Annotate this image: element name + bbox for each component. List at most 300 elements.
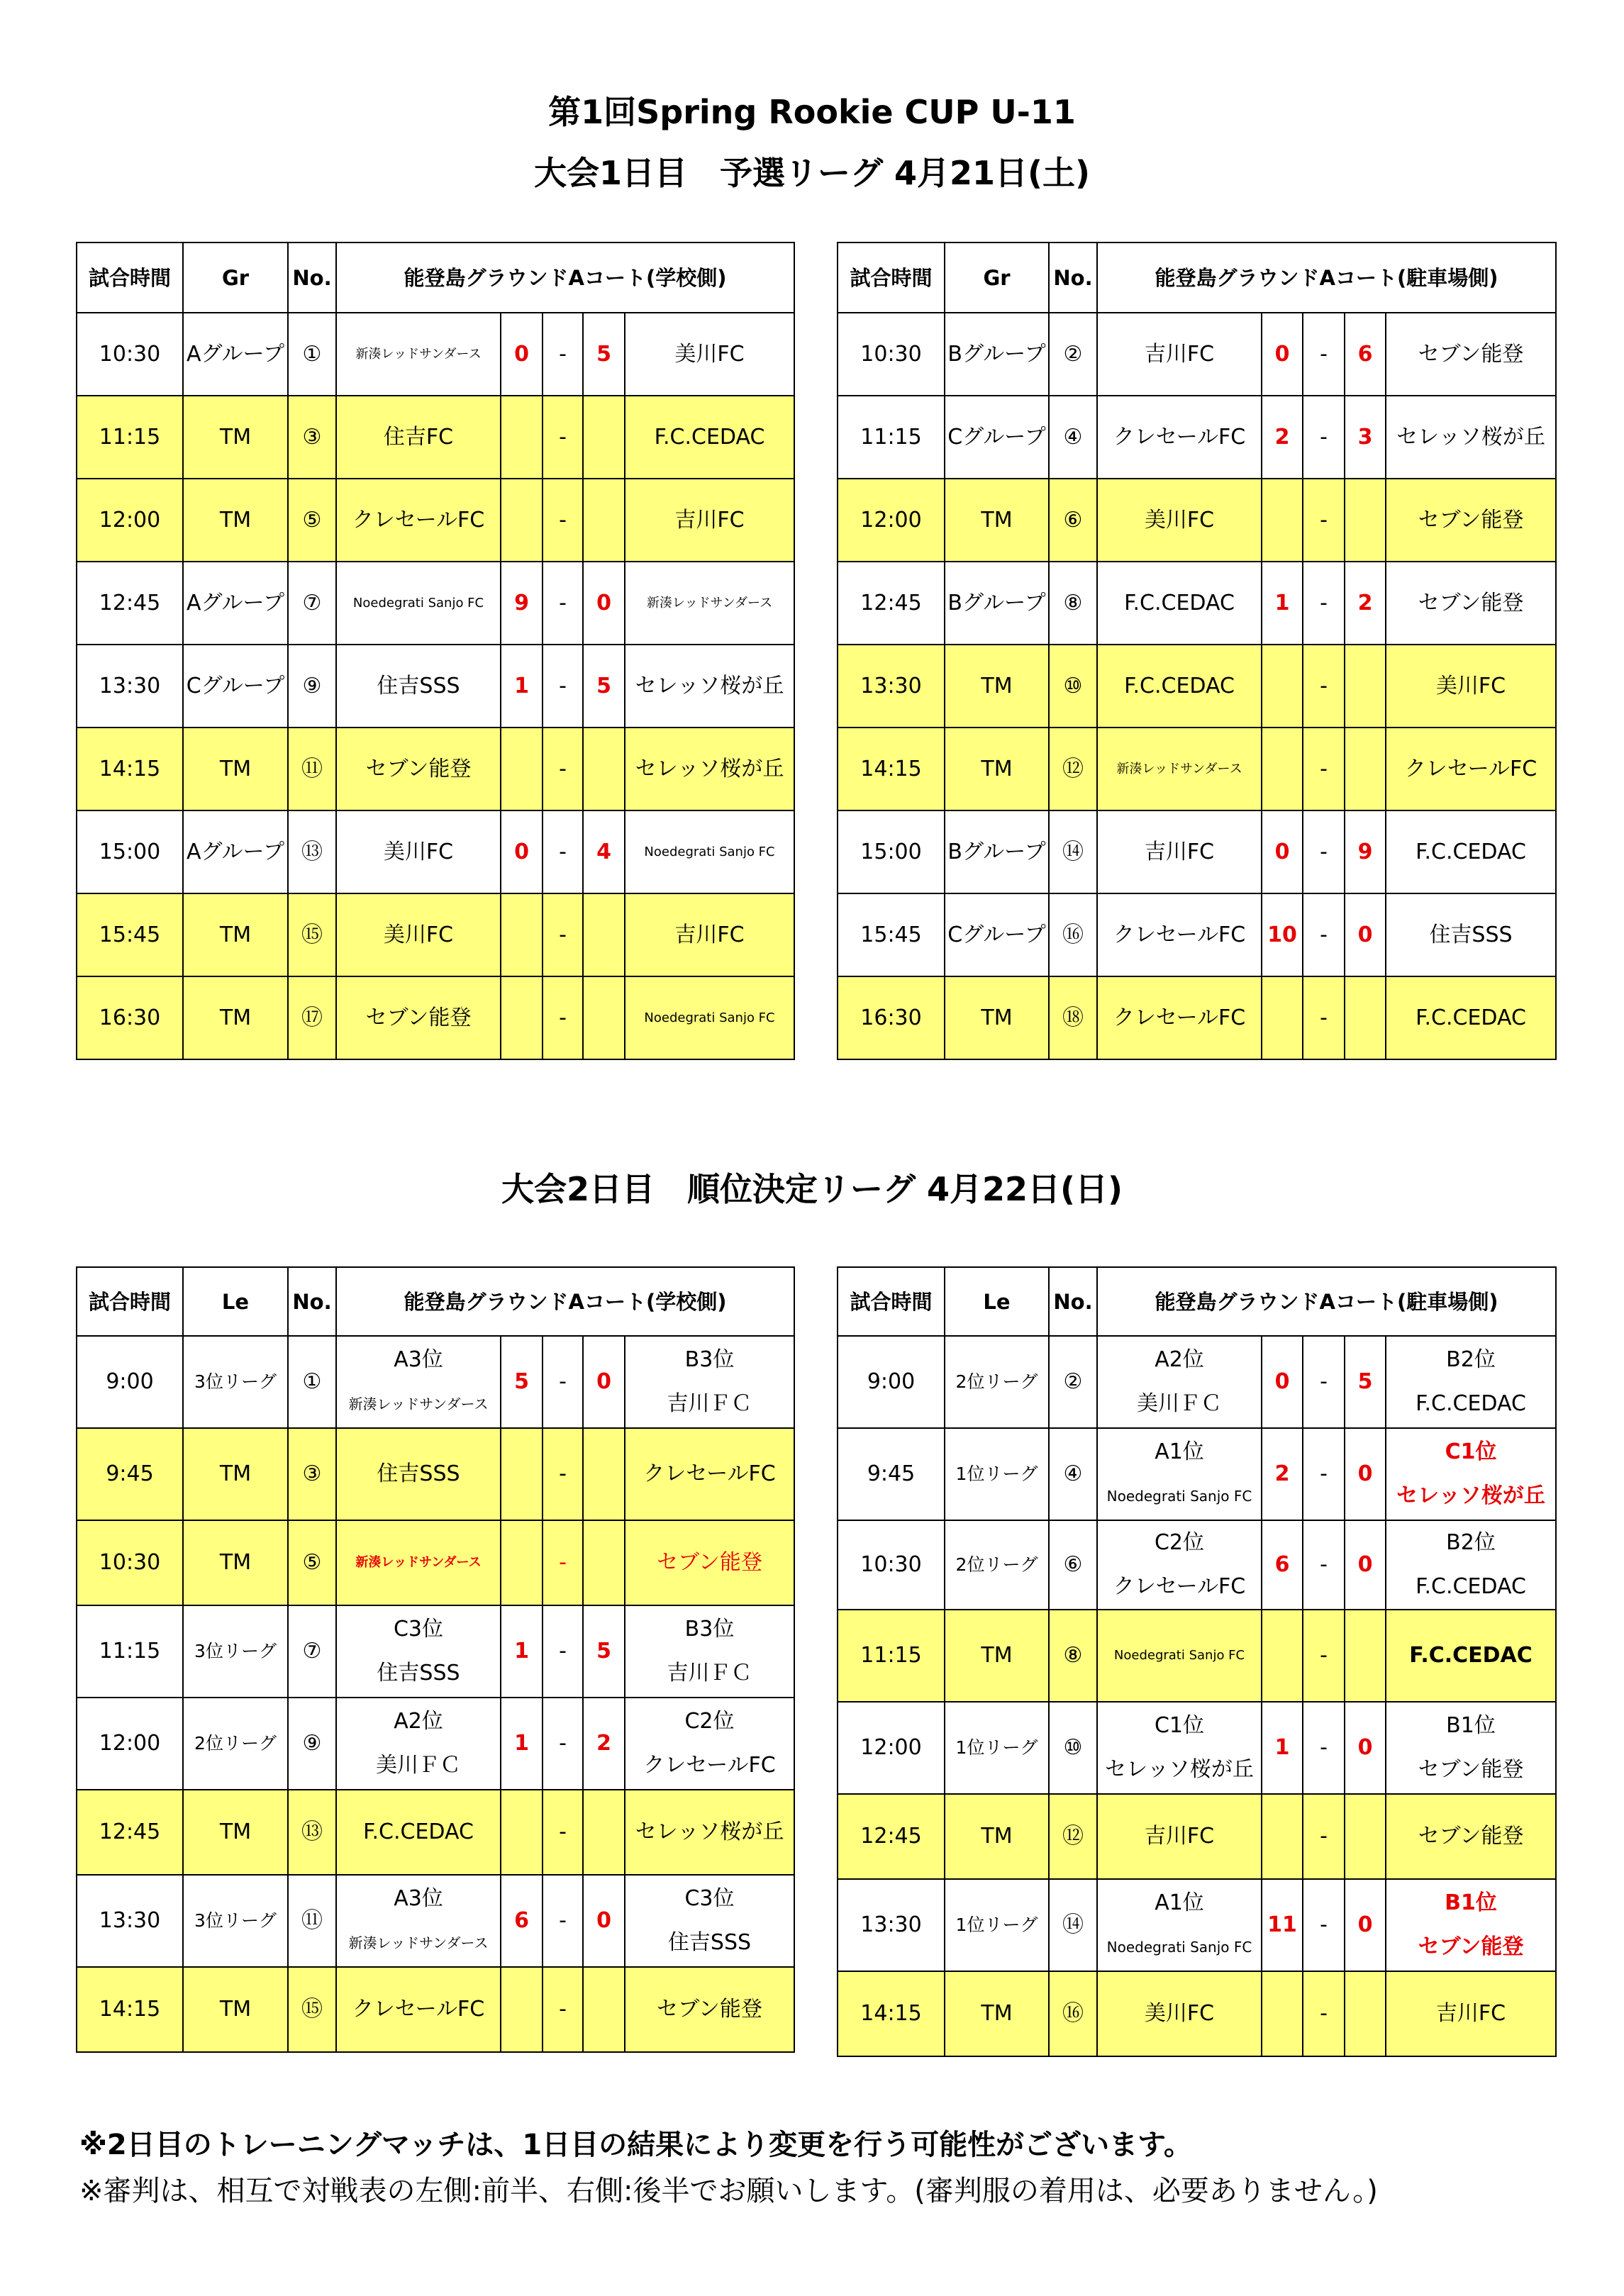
score-dash: - xyxy=(543,396,583,479)
home-team-name: 新湊レッドサンダース xyxy=(348,1934,489,1951)
away-score: 0 xyxy=(583,1875,625,1967)
score-dash: - xyxy=(1303,976,1345,1059)
away-team xyxy=(625,1875,794,1967)
away-team: 新湊レッドサンダース xyxy=(625,562,794,645)
match-number: ② xyxy=(1049,1336,1097,1428)
away-placement: B3位 xyxy=(684,1617,735,1642)
match-number: ⑨ xyxy=(288,1698,336,1790)
home-score xyxy=(1262,1610,1303,1702)
score-dash: - xyxy=(543,313,583,396)
home-team xyxy=(1097,1879,1262,1971)
day1-left-body xyxy=(77,243,794,1059)
day2-right-body xyxy=(838,1267,1556,2056)
away-score: 2 xyxy=(1345,562,1386,645)
match-time: 10:30 xyxy=(77,313,183,396)
home-team-name: クレセールFC xyxy=(1113,1574,1246,1599)
home-team: クレセールFC xyxy=(1097,976,1262,1059)
away-score xyxy=(583,976,625,1059)
score-dash: - xyxy=(543,1605,583,1698)
home-score: 2 xyxy=(1262,396,1303,479)
match-time: 9:45 xyxy=(77,1428,183,1520)
match-row xyxy=(838,313,1556,396)
home-placement: A3位 xyxy=(394,1347,443,1372)
home-score xyxy=(501,479,543,562)
home-score: 0 xyxy=(1262,1336,1303,1428)
match-group: TM xyxy=(183,893,288,976)
match-time: 9:45 xyxy=(838,1428,945,1520)
away-team: F.C.CEDAC xyxy=(1386,976,1556,1059)
match-number: ⑥ xyxy=(1049,479,1097,562)
home-team xyxy=(336,1336,501,1428)
match-number: ⑦ xyxy=(288,1605,336,1698)
match-row xyxy=(77,1967,794,2052)
away-team-name: セレッソ桜が丘 xyxy=(1396,1483,1545,1508)
away-score xyxy=(1345,1971,1386,2056)
match-number: ⑧ xyxy=(1049,1610,1097,1702)
match-time: 11:15 xyxy=(77,396,183,479)
away-score xyxy=(1345,1794,1386,1879)
home-team: クレセールFC xyxy=(1097,396,1262,479)
home-score: 0 xyxy=(1262,810,1303,893)
match-row xyxy=(77,645,794,728)
home-score: 1 xyxy=(501,1698,543,1790)
home-team xyxy=(336,1698,501,1790)
away-score xyxy=(1345,645,1386,728)
away-team-name: 吉川ＦＣ xyxy=(667,1661,752,1685)
home-team: F.C.CEDAC xyxy=(336,1790,501,1875)
match-row xyxy=(838,1794,1556,1879)
match-time: 12:45 xyxy=(838,1794,945,1879)
score-dash: - xyxy=(1303,1879,1345,1971)
home-placement: A2位 xyxy=(1155,1347,1204,1372)
home-score: 6 xyxy=(1262,1520,1303,1610)
home-score: 6 xyxy=(501,1875,543,1967)
match-group: TM xyxy=(945,479,1049,562)
table-header-row xyxy=(838,1267,1556,1336)
away-team: クレセールFC xyxy=(625,1428,794,1520)
away-score xyxy=(583,728,625,810)
match-number: ③ xyxy=(288,396,336,479)
away-score xyxy=(1345,479,1386,562)
match-league: 1位リーグ xyxy=(945,1702,1049,1794)
score-dash: - xyxy=(1303,893,1345,976)
match-number: ⑪ xyxy=(288,728,336,810)
home-team: Noedegrati Sanjo FC xyxy=(336,562,501,645)
away-score xyxy=(583,893,625,976)
match-league: 2位リーグ xyxy=(945,1520,1049,1610)
away-score xyxy=(1345,976,1386,1059)
match-group: TM xyxy=(183,728,288,810)
home-team: 住吉FC xyxy=(336,396,501,479)
home-score xyxy=(501,976,543,1059)
home-team-name: セレッソ桜が丘 xyxy=(1105,1757,1254,1782)
home-team xyxy=(336,1875,501,1967)
match-number: ⑦ xyxy=(288,562,336,645)
away-team: セブン能登 xyxy=(625,1967,794,2052)
match-time: 16:30 xyxy=(77,976,183,1059)
home-team: セブン能登 xyxy=(336,976,501,1059)
score-dash: - xyxy=(543,562,583,645)
match-number: ① xyxy=(288,313,336,396)
match-league: TM xyxy=(183,1520,288,1605)
day1-title: 大会1日目 予選リーグ 4月21日(土) xyxy=(533,154,1091,192)
match-number: ⑤ xyxy=(288,1520,336,1605)
away-score: 0 xyxy=(583,1336,625,1428)
score-dash: - xyxy=(1303,1794,1345,1879)
away-score: 9 xyxy=(1345,810,1386,893)
match-league: TM xyxy=(945,1794,1049,1879)
away-team: 吉川FC xyxy=(1386,1971,1556,2056)
match-group: Cグループ xyxy=(183,645,288,728)
match-row xyxy=(838,893,1556,976)
match-row xyxy=(77,728,794,810)
score-dash: - xyxy=(543,645,583,728)
score-dash: - xyxy=(543,1428,583,1520)
score-dash: - xyxy=(1303,728,1345,810)
match-row xyxy=(838,1971,1556,2056)
match-time: 12:00 xyxy=(838,1702,945,1794)
header-time: 試合時間 xyxy=(77,1267,183,1336)
away-team-name: 住吉SSS xyxy=(667,1930,752,1955)
away-team: セブン能登 xyxy=(1386,313,1556,396)
away-team: F.C.CEDAC xyxy=(625,396,794,479)
match-row xyxy=(77,562,794,645)
home-score xyxy=(501,893,543,976)
away-score xyxy=(583,1790,625,1875)
match-row xyxy=(838,1336,1556,1428)
match-time: 12:45 xyxy=(77,562,183,645)
match-row xyxy=(838,810,1556,893)
match-row xyxy=(77,976,794,1059)
away-score xyxy=(583,1520,625,1605)
home-score: 0 xyxy=(1262,313,1303,396)
away-score: 0 xyxy=(1345,893,1386,976)
day2-title: 大会2日目 順位決定リーグ 4月22日(日) xyxy=(501,1170,1123,1208)
match-number: ⑥ xyxy=(1049,1520,1097,1610)
away-team-name: 吉川ＦＣ xyxy=(667,1391,752,1416)
home-score: 5 xyxy=(501,1336,543,1428)
away-team-name: F.C.CEDAC xyxy=(1416,1391,1526,1416)
home-placement: A2位 xyxy=(394,1709,443,1734)
home-team: 吉川FC xyxy=(1097,1794,1262,1879)
away-score: 2 xyxy=(583,1698,625,1790)
match-time: 9:00 xyxy=(77,1336,183,1428)
match-time: 13:30 xyxy=(77,645,183,728)
day1-right-body xyxy=(838,243,1556,1059)
match-time: 15:00 xyxy=(77,810,183,893)
match-group: Aグループ xyxy=(183,313,288,396)
home-team: 住吉SSS xyxy=(336,645,501,728)
away-score xyxy=(583,479,625,562)
match-row xyxy=(838,1610,1556,1702)
day2-left-body xyxy=(77,1267,794,2052)
header-time: 試合時間 xyxy=(838,243,945,313)
match-row xyxy=(77,1698,794,1790)
match-league: 3位リーグ xyxy=(183,1605,288,1698)
away-team-name: セブン能登 xyxy=(1418,1934,1524,1959)
match-time: 10:30 xyxy=(838,313,945,396)
away-team: 美川FC xyxy=(625,313,794,396)
home-team xyxy=(1097,1428,1262,1520)
away-score: 0 xyxy=(1345,1702,1386,1794)
match-row xyxy=(838,728,1556,810)
header-no: No. xyxy=(288,243,336,313)
home-score xyxy=(1262,1971,1303,2056)
match-number: ⑯ xyxy=(1049,893,1097,976)
match-group: Bグループ xyxy=(945,562,1049,645)
score-dash: - xyxy=(543,893,583,976)
day1-right-table xyxy=(837,242,1557,1060)
match-time: 12:00 xyxy=(77,479,183,562)
home-placement: A3位 xyxy=(394,1886,443,1911)
away-team: 美川FC xyxy=(1386,645,1556,728)
match-row xyxy=(77,1605,794,1698)
home-score: 1 xyxy=(1262,1702,1303,1794)
home-team xyxy=(1097,1702,1262,1794)
home-score xyxy=(1262,728,1303,810)
score-dash: - xyxy=(543,1875,583,1967)
away-team: クレセールFC xyxy=(1386,728,1556,810)
match-league: 2位リーグ xyxy=(183,1698,288,1790)
match-row xyxy=(838,479,1556,562)
match-row xyxy=(77,1875,794,1967)
score-dash: - xyxy=(1303,479,1345,562)
header-court: 能登島グラウンドAコート(学校側) xyxy=(336,1267,794,1336)
home-score xyxy=(501,1428,543,1520)
match-time: 14:15 xyxy=(838,728,945,810)
score-dash: - xyxy=(543,1790,583,1875)
away-score xyxy=(1345,1610,1386,1702)
match-row xyxy=(838,562,1556,645)
home-score: 0 xyxy=(501,810,543,893)
header-no: No. xyxy=(1049,243,1097,313)
away-team: 吉川FC xyxy=(625,479,794,562)
tournament-title: 第1回Spring Rookie CUP U-11 xyxy=(548,93,1076,131)
away-team: セブン能登 xyxy=(1386,1794,1556,1879)
match-time: 11:15 xyxy=(838,1610,945,1702)
match-time: 11:15 xyxy=(77,1605,183,1698)
home-score: 0 xyxy=(501,313,543,396)
match-league: TM xyxy=(183,1790,288,1875)
score-dash: - xyxy=(1303,396,1345,479)
match-league: TM xyxy=(183,1967,288,2052)
away-team: Noedegrati Sanjo FC xyxy=(625,976,794,1059)
match-league: TM xyxy=(945,1971,1049,2056)
match-group: TM xyxy=(945,645,1049,728)
away-score: 3 xyxy=(1345,396,1386,479)
match-number: ⑫ xyxy=(1049,1794,1097,1879)
home-score xyxy=(501,1520,543,1605)
match-number: ⑭ xyxy=(1049,1879,1097,1971)
table-header-row xyxy=(77,243,794,313)
match-row xyxy=(838,1520,1556,1610)
match-time: 10:30 xyxy=(838,1520,945,1610)
home-score: 1 xyxy=(501,1605,543,1698)
away-team: F.C.CEDAC xyxy=(1386,1610,1556,1702)
score-dash: - xyxy=(543,1967,583,2052)
home-team: セブン能登 xyxy=(336,728,501,810)
away-placement: C1位 xyxy=(1445,1439,1497,1464)
match-number: ④ xyxy=(1049,396,1097,479)
away-score xyxy=(583,1428,625,1520)
home-team xyxy=(1097,1336,1262,1428)
away-score xyxy=(583,1967,625,2052)
match-time: 14:15 xyxy=(838,1971,945,2056)
match-number: ⑬ xyxy=(288,1790,336,1875)
away-placement: C2位 xyxy=(684,1709,735,1734)
table-header-row xyxy=(77,1267,794,1336)
match-group: TM xyxy=(183,479,288,562)
match-number: ④ xyxy=(1049,1428,1097,1520)
score-dash: - xyxy=(543,1520,583,1605)
match-league: 1位リーグ xyxy=(945,1428,1049,1520)
away-score: 5 xyxy=(583,313,625,396)
home-score xyxy=(501,1790,543,1875)
home-team: 吉川FC xyxy=(1097,810,1262,893)
match-time: 12:45 xyxy=(838,562,945,645)
away-team-name: セブン能登 xyxy=(1418,1757,1524,1782)
match-row xyxy=(77,1790,794,1875)
match-number: ⑪ xyxy=(288,1875,336,1967)
away-team: セブン能登 xyxy=(1386,479,1556,562)
match-number: ③ xyxy=(288,1428,336,1520)
score-dash: - xyxy=(1303,313,1345,396)
match-league: 3位リーグ xyxy=(183,1336,288,1428)
match-time: 13:30 xyxy=(838,645,945,728)
away-placement: B2位 xyxy=(1446,1530,1496,1555)
home-team: クレセールFC xyxy=(1097,893,1262,976)
match-group: Cグループ xyxy=(945,893,1049,976)
match-group: Bグループ xyxy=(945,810,1049,893)
header-court: 能登島グラウンドAコート(学校側) xyxy=(336,243,794,313)
away-score xyxy=(583,396,625,479)
score-dash: - xyxy=(1303,645,1345,728)
table-header-row xyxy=(838,243,1556,313)
score-dash: - xyxy=(543,479,583,562)
match-time: 10:30 xyxy=(77,1520,183,1605)
score-dash: - xyxy=(1303,1520,1345,1610)
match-row xyxy=(77,313,794,396)
away-team: セブン能登 xyxy=(1386,562,1556,645)
home-team-name: 住吉SSS xyxy=(377,1661,460,1685)
home-team-name: Noedegrati Sanjo FC xyxy=(1106,1939,1252,1956)
match-number: ⑨ xyxy=(288,645,336,728)
match-time: 16:30 xyxy=(838,976,945,1059)
match-number: ⑫ xyxy=(1049,728,1097,810)
home-score: 1 xyxy=(501,645,543,728)
home-team: 住吉SSS xyxy=(336,1428,501,1520)
away-score: 4 xyxy=(583,810,625,893)
away-team xyxy=(625,1336,794,1428)
match-number: ⑩ xyxy=(1049,1702,1097,1794)
home-team: 美川FC xyxy=(1097,1971,1262,2056)
home-team: 新湊レッドサンダース xyxy=(1097,728,1262,810)
match-time: 15:00 xyxy=(838,810,945,893)
home-placement: A1位 xyxy=(1155,1890,1204,1915)
score-dash: - xyxy=(1303,1702,1345,1794)
header-group: Gr xyxy=(945,243,1049,313)
match-time: 11:15 xyxy=(838,396,945,479)
away-team xyxy=(1386,1428,1556,1520)
match-group: TM xyxy=(945,728,1049,810)
home-team: 美川FC xyxy=(336,810,501,893)
header-league: Le xyxy=(945,1267,1049,1336)
match-group: Aグループ xyxy=(183,810,288,893)
match-number: ⑩ xyxy=(1049,645,1097,728)
score-dash: - xyxy=(1303,562,1345,645)
match-time: 12:00 xyxy=(838,479,945,562)
away-team: セブン能登 xyxy=(625,1520,794,1605)
away-score: 0 xyxy=(583,562,625,645)
match-group: TM xyxy=(945,976,1049,1059)
match-time: 14:15 xyxy=(77,728,183,810)
note-training-match: ※2日目のトレーニングマッチは、1日目の結果により変更を行う可能性がございます。 xyxy=(79,2129,1192,2161)
match-row xyxy=(77,810,794,893)
score-dash: - xyxy=(543,728,583,810)
home-placement: A1位 xyxy=(1155,1439,1204,1464)
match-row xyxy=(838,645,1556,728)
home-placement: C3位 xyxy=(393,1617,444,1642)
away-team xyxy=(1386,1520,1556,1610)
home-score: 2 xyxy=(1262,1428,1303,1520)
home-score xyxy=(1262,976,1303,1059)
header-time: 試合時間 xyxy=(838,1267,945,1336)
home-team-name: 美川ＦＣ xyxy=(376,1753,461,1778)
home-team xyxy=(1097,1520,1262,1610)
away-team: セレッソ桜が丘 xyxy=(625,645,794,728)
header-court: 能登島グラウンドAコート(駐車場側) xyxy=(1097,1267,1556,1336)
home-team xyxy=(336,1605,501,1698)
away-placement: C3位 xyxy=(684,1886,735,1911)
match-time: 15:45 xyxy=(77,893,183,976)
away-placement: B3位 xyxy=(684,1347,735,1372)
score-dash: - xyxy=(543,810,583,893)
score-dash: - xyxy=(1303,1336,1345,1428)
home-score xyxy=(1262,1794,1303,1879)
away-team xyxy=(1386,1879,1556,1971)
away-score: 5 xyxy=(583,645,625,728)
away-score: 6 xyxy=(1345,313,1386,396)
match-number: ⑯ xyxy=(1049,1971,1097,2056)
day2-left-table xyxy=(76,1266,795,2053)
match-row xyxy=(838,976,1556,1059)
match-row xyxy=(77,1336,794,1428)
match-row xyxy=(77,396,794,479)
match-group: Aグループ xyxy=(183,562,288,645)
away-placement: B2位 xyxy=(1446,1347,1496,1372)
home-team: 新湊レッドサンダース xyxy=(336,313,501,396)
header-no: No. xyxy=(288,1267,336,1336)
match-league: 1位リーグ xyxy=(945,1879,1049,1971)
home-team-name: 美川ＦＣ xyxy=(1137,1391,1222,1416)
away-team-name: クレセールFC xyxy=(643,1753,776,1778)
away-score xyxy=(1345,728,1386,810)
match-league: 3位リーグ xyxy=(183,1875,288,1967)
away-placement: B1位 xyxy=(1446,1713,1496,1738)
match-time: 9:00 xyxy=(838,1336,945,1428)
home-team-name: Noedegrati Sanjo FC xyxy=(1106,1488,1252,1505)
home-placement: C1位 xyxy=(1154,1713,1205,1738)
home-team: 吉川FC xyxy=(1097,313,1262,396)
home-team: 美川FC xyxy=(1097,479,1262,562)
match-row xyxy=(838,1702,1556,1794)
match-league: TM xyxy=(183,1428,288,1520)
match-number: ⑭ xyxy=(1049,810,1097,893)
match-number: ② xyxy=(1049,313,1097,396)
away-team: セレッソ桜が丘 xyxy=(1386,396,1556,479)
away-team: セレッソ桜が丘 xyxy=(625,728,794,810)
score-dash: - xyxy=(1303,1610,1345,1702)
